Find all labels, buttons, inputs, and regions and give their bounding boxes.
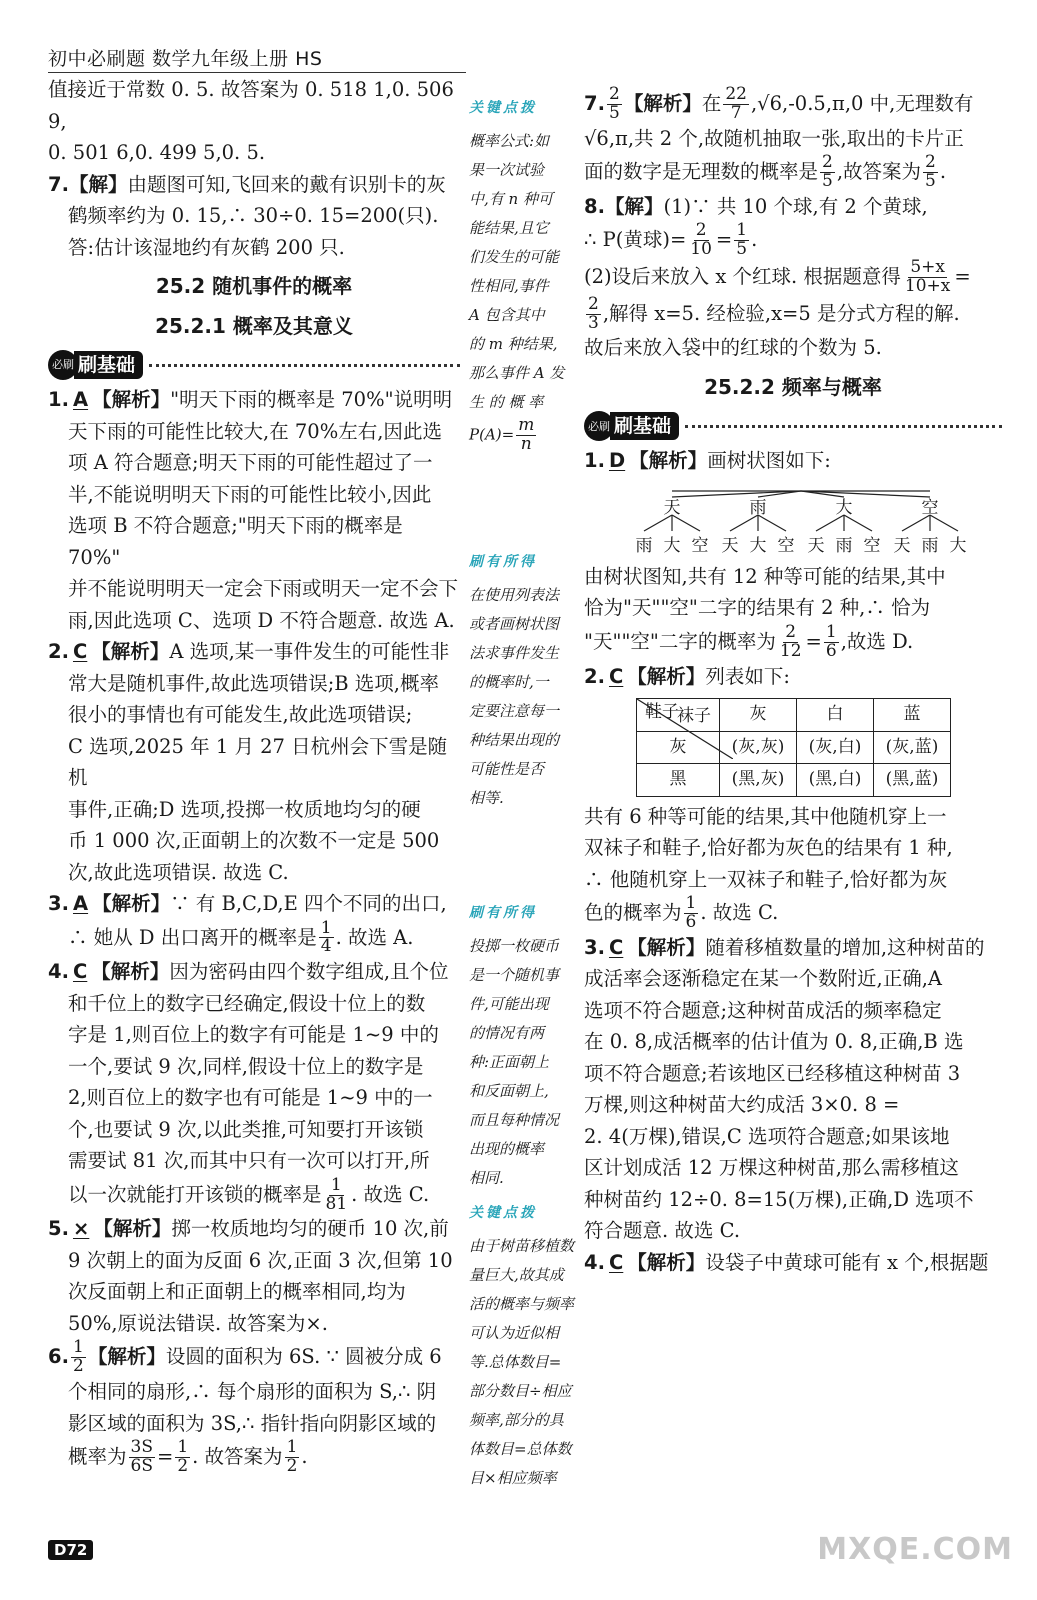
text-line xyxy=(48,1174,460,1214)
question-number: 1. xyxy=(48,388,69,411)
analysis-tag: 【解析】 xyxy=(91,960,170,984)
note-line: 法求事件发生 xyxy=(469,643,560,662)
denominator: 81 xyxy=(325,1193,348,1214)
answer: A xyxy=(72,892,89,915)
text-line: √6,π,共 2 个,故随机抽取一张,取出的卡片正 xyxy=(584,126,964,150)
question-5 xyxy=(48,1213,460,1245)
text: 随着移植数量的增加,这种树苗的 xyxy=(705,935,985,959)
text-line: 并不能说明明天一定会下雨或明天一定不会下 xyxy=(68,577,459,600)
tree-leaf: 雨 xyxy=(635,535,653,556)
analysis-tag: 【解析】 xyxy=(93,1217,172,1241)
text-line: ∴ 他随机穿上一双袜子和鞋子,恰好都为灰 xyxy=(584,867,948,891)
question-1 xyxy=(584,445,1002,477)
text: . xyxy=(939,160,947,184)
note-line: 们发生的可能 xyxy=(469,248,560,266)
text-line: 天下雨的可能性比较大,在 70%左右,因此选 xyxy=(68,419,442,443)
question-7 xyxy=(584,86,1002,123)
text: . xyxy=(751,228,758,252)
text-line: C 选项,2025 年 1 月 27 日杭州会下雪是随机 xyxy=(68,734,448,789)
analysis-tag: 【解析】 xyxy=(627,1250,706,1274)
side-notes xyxy=(469,88,575,1493)
numerator: 3S xyxy=(130,1437,153,1458)
tree-node: 天 xyxy=(663,497,681,518)
analysis-tag: 【解析】 xyxy=(91,640,170,663)
question-number: 1. xyxy=(584,449,605,473)
note-line: 种结果出现的 xyxy=(469,730,560,749)
question-number: 7. xyxy=(584,91,605,115)
text-line: 由树状图知,共有 12 种等可能的结果,其中 xyxy=(584,564,946,588)
fraction xyxy=(734,222,749,259)
text-line: 一个,要试 9 次,同样,假设十位上的数字是 xyxy=(68,1054,424,1078)
text-line: 选项 B 不符合题意;"明天下雨的概率是 70%" xyxy=(68,514,403,569)
text-line: 个相同的扇形,∴ 每个扇形的面积为 S,∴ 阴 xyxy=(68,1380,437,1404)
text: 由题图可知,飞回来的戴有识别卡的灰 xyxy=(127,172,446,196)
note-line: 由于树苗移植数 xyxy=(469,1236,575,1255)
fraction xyxy=(824,621,839,661)
text-line xyxy=(584,259,1002,296)
note-line: 相同. xyxy=(469,1168,504,1187)
note-line: 体数目=总体数 xyxy=(469,1439,572,1458)
row-axis-label: 鞋子 xyxy=(645,702,679,723)
badge-icon: 必刷 xyxy=(584,411,614,441)
denominator: 5 xyxy=(925,171,936,192)
text-line xyxy=(584,222,1002,259)
note-line: 那么事件 A 发 xyxy=(469,364,565,382)
text: 以一次就能打开该锁的概率是 xyxy=(68,1182,322,1206)
text-line xyxy=(48,1439,460,1476)
text-line: 项不符合题意;若该地区已经移植这种树苗 3 xyxy=(584,1061,961,1085)
text-line xyxy=(48,917,460,957)
question-7 xyxy=(48,169,460,201)
question-8 xyxy=(584,191,1002,223)
note-line: 概率公式:如 xyxy=(469,132,550,150)
text-line xyxy=(584,621,1002,661)
text-line: 项 A 符合题意;明天下雨的可能性超过了一 xyxy=(68,451,433,474)
note-line: 而且每种情况 xyxy=(469,1110,560,1129)
fraction xyxy=(820,154,835,191)
text-line: 鹤频率约为 0. 15,∴ 30÷0. 15=200(只). xyxy=(68,204,439,227)
analysis-tag: 【解析】 xyxy=(629,449,708,473)
denominator: 2 xyxy=(177,1455,189,1476)
text-line: 个,也要试 9 次,以此类推,可知要打开该锁 xyxy=(68,1117,424,1141)
text: 设圆的面积为 6S. ∵ 圆被分成 6 xyxy=(165,1345,442,1369)
text-line: 很小的事情也有可能发生,故此选项错误; xyxy=(68,703,413,726)
fraction xyxy=(903,259,952,296)
question-number: 2. xyxy=(584,664,605,688)
note-line: 在使用列表法 xyxy=(469,585,560,604)
column-axis-label: 袜子 xyxy=(677,706,711,727)
tree-leaf: 大 xyxy=(749,535,767,556)
table-cell: (黑,灰) xyxy=(720,764,797,797)
text: = xyxy=(954,264,971,288)
fraction xyxy=(324,1174,350,1214)
text-line: 值接近于常数 0. 5. 故答案为 0. 518 1,0. 506 9, xyxy=(48,78,454,133)
numerator: 1 xyxy=(177,1437,189,1458)
answer: D xyxy=(608,449,626,473)
question-number: 4. xyxy=(48,960,69,984)
question-number: 3. xyxy=(584,935,605,959)
numerator: 1 xyxy=(72,1337,84,1358)
question-2 xyxy=(584,661,1002,693)
watermark: MXQE.COM xyxy=(817,1532,1013,1567)
denominator: 6 xyxy=(685,911,697,932)
fraction xyxy=(319,917,334,957)
table-cell: (黑,蓝) xyxy=(874,764,951,797)
note-line: 和反面朝上, xyxy=(469,1081,549,1100)
denominator: 5 xyxy=(736,239,748,260)
tree-leaf: 天 xyxy=(721,535,739,556)
text-line: 雨,因此选项 C、选项 D 不符合题意. 故选 A. xyxy=(68,608,455,632)
question-number: 6. xyxy=(48,1345,69,1369)
fraction xyxy=(285,1439,300,1476)
text-line: 需要试 81 次,而其中只有一次可以打开,所 xyxy=(68,1149,430,1173)
header-rule xyxy=(48,72,466,73)
question-number: 7. xyxy=(48,172,69,196)
denominator: 4 xyxy=(320,936,332,957)
solution-tag: 【解】 xyxy=(68,172,128,196)
table-cell: (灰,白) xyxy=(797,731,874,764)
question-number: 4. xyxy=(584,1250,605,1274)
answer: C xyxy=(608,935,624,959)
denominator: 12 xyxy=(779,640,802,661)
text: = xyxy=(715,228,733,252)
text-line: 50%,原说法错误. 故答案为×. xyxy=(68,1311,328,1335)
tree-leaf: 大 xyxy=(949,535,967,556)
analysis-tag: 【解析】 xyxy=(627,935,706,959)
text-line: 在 0. 8,成活概率的估计值为 0. 8,正确,B 选 xyxy=(584,1030,964,1054)
denominator: 6S xyxy=(130,1455,153,1476)
question-number: 3. xyxy=(48,892,69,915)
numerator: 1 xyxy=(286,1437,298,1458)
row-header: 灰 xyxy=(637,731,720,764)
text: "天""空"二字的概率为 xyxy=(584,629,776,653)
section-badge xyxy=(48,350,460,380)
note-line: A 包含其中 xyxy=(469,306,545,324)
numerator: 1 xyxy=(685,893,697,914)
fraction xyxy=(688,222,714,259)
answer: C xyxy=(608,1250,624,1274)
answer-fraction xyxy=(607,86,622,123)
tree-leaf: 大 xyxy=(663,535,681,556)
tree-leaf: 天 xyxy=(807,535,825,556)
text: (2)设后来放入 x 个红球. 根据题意得 xyxy=(584,264,901,288)
text-line xyxy=(584,154,1002,191)
note-line: 性相同,事件 xyxy=(469,277,549,295)
answer: × xyxy=(72,1217,90,1241)
tree-leaf: 空 xyxy=(863,535,881,556)
text-line: 答:估计该湿地约有灰鹤 200 只. xyxy=(68,235,345,259)
subsection-title: 25.2.2 频率与概率 xyxy=(704,374,882,399)
text: 在 xyxy=(701,91,722,115)
outcome-table xyxy=(636,698,951,797)
fraction xyxy=(586,293,601,333)
text: ∴ 她从 D 出口离开的概率是 xyxy=(68,925,317,949)
numerator: 2 xyxy=(785,621,797,642)
fraction xyxy=(723,86,749,123)
text-line: 字是 1,则百位上的数字有可能是 1~9 中的 xyxy=(68,1023,439,1047)
tree-node: 空 xyxy=(921,497,939,518)
table-row xyxy=(637,764,951,797)
numerator: 1 xyxy=(320,917,332,938)
text-line: 选项不符合题意;这种树苗成活的频率稳定 xyxy=(584,998,942,1022)
text: 因为密码由四个数字组成,且个位 xyxy=(169,960,449,984)
column-header: 蓝 xyxy=(874,699,951,732)
text: 掷一枚质地均匀的硬币 10 次,前 xyxy=(171,1217,449,1241)
numerator: 2 xyxy=(608,84,620,104)
text-line: 符合题意. 故选 C. xyxy=(584,1219,741,1243)
answer: C xyxy=(608,664,624,688)
question-4 xyxy=(584,1247,1002,1279)
table-header-row xyxy=(637,699,951,732)
text-line: 币 1 000 次,正面朝上的次数不一定是 500 xyxy=(68,829,440,852)
text: ∵ 有 B,C,D,E 四个不同的出口, xyxy=(170,892,447,915)
note-line: 可认为近似相 xyxy=(469,1323,560,1342)
text: . 故选 C. xyxy=(700,900,779,924)
text-line: 半,不能说明明天下雨的可能性比较小,因此 xyxy=(68,482,432,506)
dotted-rule xyxy=(685,425,1002,428)
note-line: 等.总体数目= xyxy=(469,1352,562,1371)
text-line xyxy=(584,895,1002,932)
solution-tag: 【解】 xyxy=(604,194,664,218)
text: ,故答案为 xyxy=(836,160,922,184)
text-line: 事件,正确;D 选项,投掷一枚质地均匀的硬 xyxy=(68,797,421,821)
numerator: 1 xyxy=(736,220,748,241)
question-number: 5. xyxy=(48,1217,69,1241)
denominator: 10 xyxy=(690,239,712,260)
text-line: 双袜子和鞋子,恰好都为灰色的结果有 1 种, xyxy=(584,836,953,860)
tree-leaf: 空 xyxy=(691,535,709,556)
note-line: 目×相应频率 xyxy=(469,1468,557,1487)
text: A 选项,某一事件发生的可能性非 xyxy=(169,640,450,663)
question-1 xyxy=(48,384,460,416)
numerator: m xyxy=(518,415,535,435)
question-3 xyxy=(584,932,1002,964)
note-line: 生 的 概 率 xyxy=(469,393,544,411)
running-header: 初中必刷题 数学九年级上册 HS xyxy=(48,48,323,70)
note-line: 能结果,且它 xyxy=(469,219,549,237)
answer: C xyxy=(72,640,88,663)
note-line: 的情况有两 xyxy=(469,1023,545,1042)
note-title: 刷有所得 xyxy=(469,904,537,921)
fraction xyxy=(129,1439,155,1476)
numerator: 5+x xyxy=(910,257,945,278)
analysis-tag: 【解析】 xyxy=(92,892,171,915)
text-line xyxy=(584,293,1002,333)
note-title: 关键点拨 xyxy=(469,100,537,116)
analysis-tag: 【解析】 xyxy=(87,1345,166,1369)
question-6 xyxy=(48,1339,460,1376)
section-title: 25.2 随机事件的概率 xyxy=(155,274,353,298)
question-3 xyxy=(48,888,460,920)
text: = xyxy=(805,629,822,653)
question-number: 2. xyxy=(48,640,69,663)
text: "明天下雨的概率是 70%"说明明 xyxy=(170,388,453,411)
table-cell: (灰,灰) xyxy=(720,731,797,764)
subsection-title: 25.2.1 概率及其意义 xyxy=(155,313,353,338)
note-line: 活的概率与频率 xyxy=(469,1294,575,1313)
numerator: 1 xyxy=(825,621,837,642)
text-line: 次反面朝上和正面朝上的概率相同,均为 xyxy=(68,1280,406,1304)
text: ,解得 x=5. 经检验,x=5 是分式方程的解. xyxy=(602,301,960,325)
tree-leaf: 雨 xyxy=(835,535,853,556)
text-line: 种树苗约 12÷0. 8=15(万棵),正确,D 选项不 xyxy=(584,1187,974,1211)
text: . 故选 A. xyxy=(335,925,414,949)
text: = xyxy=(156,1444,174,1468)
table-corner-cell xyxy=(637,699,720,732)
note-line: 果一次试验 xyxy=(469,161,545,179)
numerator: 22 xyxy=(725,84,747,104)
note-title: 关键点拨 xyxy=(469,1204,537,1221)
fraction xyxy=(175,1439,190,1476)
note-line xyxy=(469,417,575,454)
badge-icon: 必刷 xyxy=(48,350,78,380)
text-line: 0. 501 6,0. 499 5,0. 5. xyxy=(48,141,266,164)
note-line: 件,可能出现 xyxy=(469,994,549,1013)
left-column xyxy=(48,74,460,1476)
answer: C xyxy=(72,960,88,984)
text: 概率为 xyxy=(68,1444,127,1468)
badge-label: 刷基础 xyxy=(74,351,143,379)
note-line: 种:正面朝上 xyxy=(469,1052,550,1071)
numerator: 2 xyxy=(822,152,833,173)
table-cell: (黑,白) xyxy=(797,764,874,797)
answer-fraction xyxy=(71,1339,86,1376)
text-line: 次,故此选项错误. 故选 C. xyxy=(68,860,289,884)
numerator: 2 xyxy=(695,220,707,241)
text: 列表如下: xyxy=(705,664,790,688)
text: ,故选 D. xyxy=(840,629,914,653)
text-line: 9 次朝上的面为反面 6 次,正面 3 次,但第 10 xyxy=(68,1248,453,1272)
note-line: 的概率时,一 xyxy=(469,672,549,691)
note-line: 是一个随机事 xyxy=(469,965,560,984)
analysis-tag: 【解析】 xyxy=(623,91,702,115)
dotted-rule xyxy=(149,364,460,367)
text: 设袋子中黄球可能有 x 个,根据题 xyxy=(705,1250,989,1274)
denominator: 5 xyxy=(608,102,620,123)
text: 色的概率为 xyxy=(584,900,682,924)
note-line: 的 m 种结果, xyxy=(469,335,558,353)
text-line: 共有 6 种等可能的结果,其中他随机穿上一 xyxy=(584,804,947,828)
text: . 故选 C. xyxy=(351,1182,430,1206)
badge-label: 刷基础 xyxy=(610,412,679,440)
fraction xyxy=(684,895,699,932)
table-cell: (灰,蓝) xyxy=(874,731,951,764)
text-line: 2,则百位上的数字也有可能是 1~9 中的一 xyxy=(68,1086,433,1110)
note-line: 或者画树状图 xyxy=(469,614,560,633)
text-line: 恰为"天""空"二字的结果有 2 种,∴ 恰为 xyxy=(584,596,931,620)
numerator: 1 xyxy=(330,1174,342,1195)
denominator: 7 xyxy=(730,102,742,123)
note-line: 投掷一枚硬币 xyxy=(469,936,560,955)
note-line: 可能性是否 xyxy=(469,759,545,778)
note-line: 中,有 n 种可 xyxy=(469,190,553,208)
text-line: 区计划成活 12 万棵这种树苗,那么需移植这 xyxy=(584,1156,959,1180)
answer: A xyxy=(72,388,89,411)
denominator: 2 xyxy=(286,1455,298,1476)
text-line: 常大是随机事件,故此选项错误;B 选项,概率 xyxy=(68,671,439,695)
note-line: 量巨大,故其成 xyxy=(469,1265,564,1284)
analysis-tag: 【解析】 xyxy=(92,388,171,411)
tree-node: 大 xyxy=(835,497,853,518)
text: . xyxy=(301,1444,308,1468)
column-header: 白 xyxy=(797,699,874,732)
note-line: 定要注意每一 xyxy=(469,701,560,720)
tree-leaf: 天 xyxy=(893,535,911,556)
text-line: 2. 4(万棵),错误,C 选项符合题意;如果该地 xyxy=(584,1124,950,1148)
note-line: 部分数目÷相应 xyxy=(469,1381,572,1400)
denominator: 2 xyxy=(72,1356,84,1377)
text: (1)∵ 共 10 个球,有 2 个黄球, xyxy=(663,194,928,218)
column-header: 灰 xyxy=(720,699,797,732)
text-line: 故后来放入袋中的红球的个数为 5. xyxy=(584,336,882,360)
note-line: 出现的概率 xyxy=(469,1139,545,1158)
denominator: n xyxy=(520,433,532,454)
text: ,√6,-0.5,π,0 中,无理数有 xyxy=(750,91,974,115)
text-line: 万棵,则这种树苗大约成活 3×0. 8 = xyxy=(584,1093,900,1117)
question-4 xyxy=(48,956,460,988)
denominator: 3 xyxy=(588,312,599,333)
note-line: 相等. xyxy=(469,788,504,807)
row-header: 黑 xyxy=(637,764,720,797)
fraction xyxy=(778,621,804,661)
analysis-tag: 【解析】 xyxy=(627,664,706,688)
denominator: 6 xyxy=(825,640,837,661)
page-number: D72 xyxy=(48,1540,93,1560)
note-line: 频率,部分的具 xyxy=(469,1410,564,1429)
numerator: 2 xyxy=(925,152,936,173)
tree-diagram xyxy=(584,483,1002,557)
text: 画树状图如下: xyxy=(707,449,831,473)
question-number: 8. xyxy=(584,194,605,218)
denominator: 5 xyxy=(822,171,833,192)
text: ∴ P(黄球)= xyxy=(584,228,687,252)
text: . 故答案为 xyxy=(192,1444,283,1468)
numerator: 2 xyxy=(588,293,599,314)
right-column xyxy=(584,86,1002,1278)
text: P(A)= xyxy=(469,425,515,444)
note-title: 刷有所得 xyxy=(469,553,537,570)
text-line: 影区域的面积为 3S,∴ 指针指向阴影区域的 xyxy=(68,1411,437,1435)
tree-node: 雨 xyxy=(749,497,767,518)
denominator: 10+x xyxy=(904,275,951,296)
fraction xyxy=(923,154,938,191)
question-2 xyxy=(48,636,460,668)
text: 面的数字是无理数的概率是 xyxy=(584,160,819,184)
tree-leaf: 雨 xyxy=(921,535,939,556)
section-badge xyxy=(584,411,1002,441)
tree-leaf: 空 xyxy=(777,535,795,556)
fraction xyxy=(516,417,536,454)
text-line: 成活率会逐渐稳定在某一个数附近,正确,A xyxy=(584,967,942,991)
text-line: 和千位上的数字已经确定,假设十位上的数 xyxy=(68,991,426,1015)
